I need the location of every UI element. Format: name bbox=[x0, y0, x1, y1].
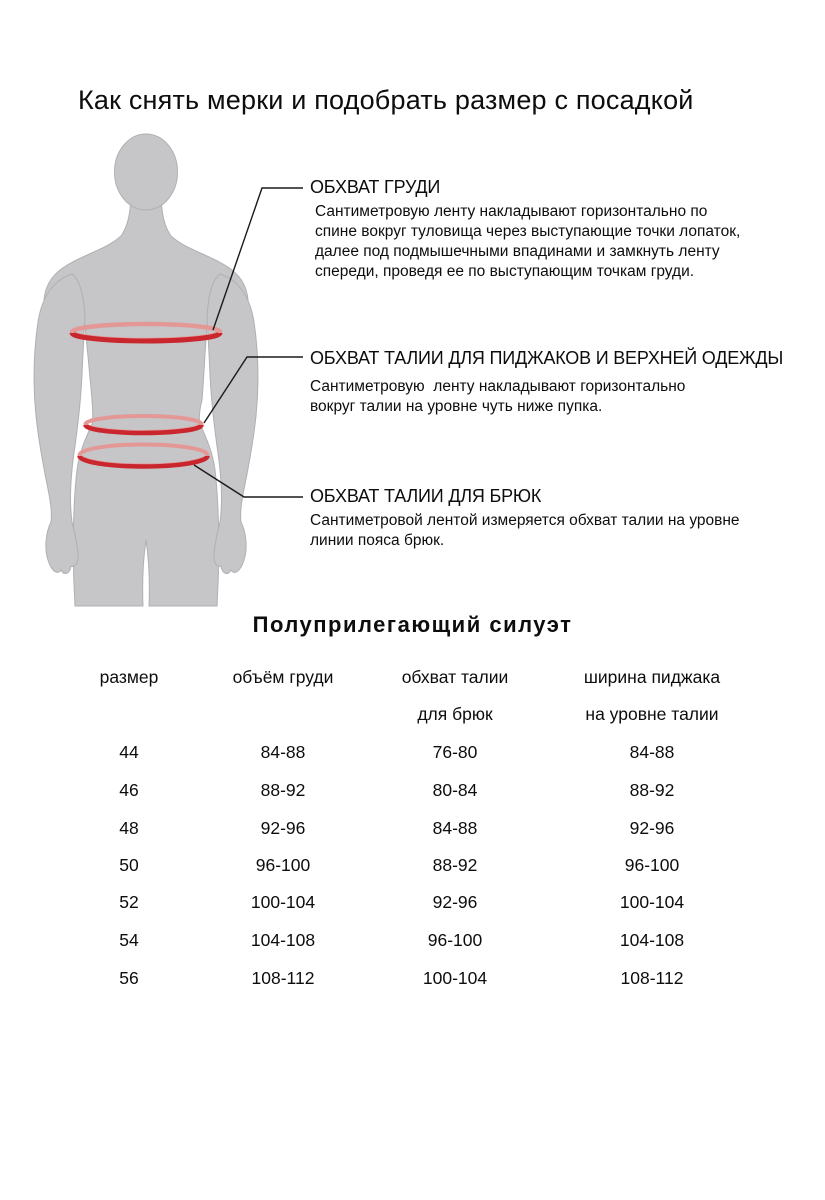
table-row bbox=[0, 892, 825, 912]
table-row bbox=[0, 780, 825, 800]
description-line: Сантиметровую ленту накладывают горизонтально по bbox=[315, 203, 708, 220]
table-cell: 76-80 bbox=[432, 742, 478, 762]
column-header: ширина пиджака bbox=[583, 667, 721, 687]
table-cell: 96-100 bbox=[427, 930, 483, 950]
description-line: линии пояса брюк. bbox=[310, 532, 445, 549]
column-header: размер bbox=[99, 667, 159, 687]
description-line: Сантиметровой лентой измеряется обхват талии на уровне bbox=[310, 512, 740, 529]
table-row bbox=[0, 818, 825, 838]
table-cell: 100-104 bbox=[250, 892, 316, 912]
description-line: Сантиметровую ленту накладывают горизонтально bbox=[310, 378, 686, 395]
head-silhouette bbox=[115, 134, 178, 210]
section-description-jacket-waist bbox=[310, 377, 685, 417]
table-cell: 100-104 bbox=[619, 892, 685, 912]
table-row bbox=[0, 742, 825, 762]
column-header: объём груди bbox=[232, 667, 334, 687]
column-header: обхват талии bbox=[401, 667, 509, 687]
table-title: Полуприлегающий силуэт bbox=[252, 612, 573, 637]
table-cell: 92-96 bbox=[432, 892, 478, 912]
table-row bbox=[0, 968, 825, 988]
column-header: на уровне талии bbox=[585, 704, 719, 724]
table-cell: 50 bbox=[119, 855, 139, 875]
table-cell: 54 bbox=[119, 930, 139, 950]
table-cell: 108-112 bbox=[251, 968, 315, 988]
section-description-trouser-waist bbox=[310, 511, 740, 551]
table-cell: 46 bbox=[119, 780, 139, 800]
measurement-figure bbox=[20, 128, 310, 608]
table-row bbox=[0, 930, 825, 950]
section-description-chest bbox=[315, 202, 740, 282]
table-cell: 108-112 bbox=[620, 968, 684, 988]
section-heading-chest: ОБХВАТ ГРУДИ bbox=[310, 177, 441, 197]
description-line: спине вокруг туловища через выступающие точки лопаток, bbox=[315, 223, 741, 240]
table-cell: 88-92 bbox=[629, 780, 675, 800]
table-cell: 84-88 bbox=[432, 818, 478, 838]
table-cell: 104-108 bbox=[619, 930, 685, 950]
table-cell: 96-100 bbox=[624, 855, 680, 875]
table-cell: 88-92 bbox=[432, 855, 478, 875]
table-cell: 48 bbox=[119, 818, 139, 838]
table-header-row-line2 bbox=[0, 704, 825, 724]
table-row bbox=[0, 855, 825, 875]
table-cell: 92-96 bbox=[629, 818, 675, 838]
table-cell: 88-92 bbox=[260, 780, 306, 800]
table-header-row bbox=[0, 667, 825, 687]
table-cell: 96-100 bbox=[255, 855, 311, 875]
table-cell: 52 bbox=[119, 892, 139, 912]
description-line: далее под подмышечными впадинами и замкнуть ленту bbox=[315, 243, 720, 260]
section-heading-trouser-waist: ОБХВАТ ТАЛИИ ДЛЯ БРЮК bbox=[310, 486, 542, 506]
description-line: вокруг талии на уровне чуть ниже пупка. bbox=[310, 398, 603, 415]
table-cell: 104-108 bbox=[250, 930, 316, 950]
table-cell: 80-84 bbox=[432, 780, 478, 800]
page-title: Как снять мерки и подобрать размер с посадкой bbox=[78, 85, 694, 115]
column-header: для брюк bbox=[417, 704, 493, 724]
section-heading-jacket-waist: ОБХВАТ ТАЛИИ ДЛЯ ПИДЖАКОВ И ВЕРХНЕЙ ОДЕЖДЫ bbox=[310, 348, 784, 368]
description-line: спереди, проведя ее по выступающим точкам груди. bbox=[315, 263, 695, 280]
table-cell: 84-88 bbox=[260, 742, 306, 762]
table-cell: 100-104 bbox=[422, 968, 488, 988]
table-cell: 56 bbox=[119, 968, 139, 988]
table-cell: 44 bbox=[119, 742, 139, 762]
table-cell: 92-96 bbox=[260, 818, 306, 838]
table-cell: 84-88 bbox=[629, 742, 675, 762]
